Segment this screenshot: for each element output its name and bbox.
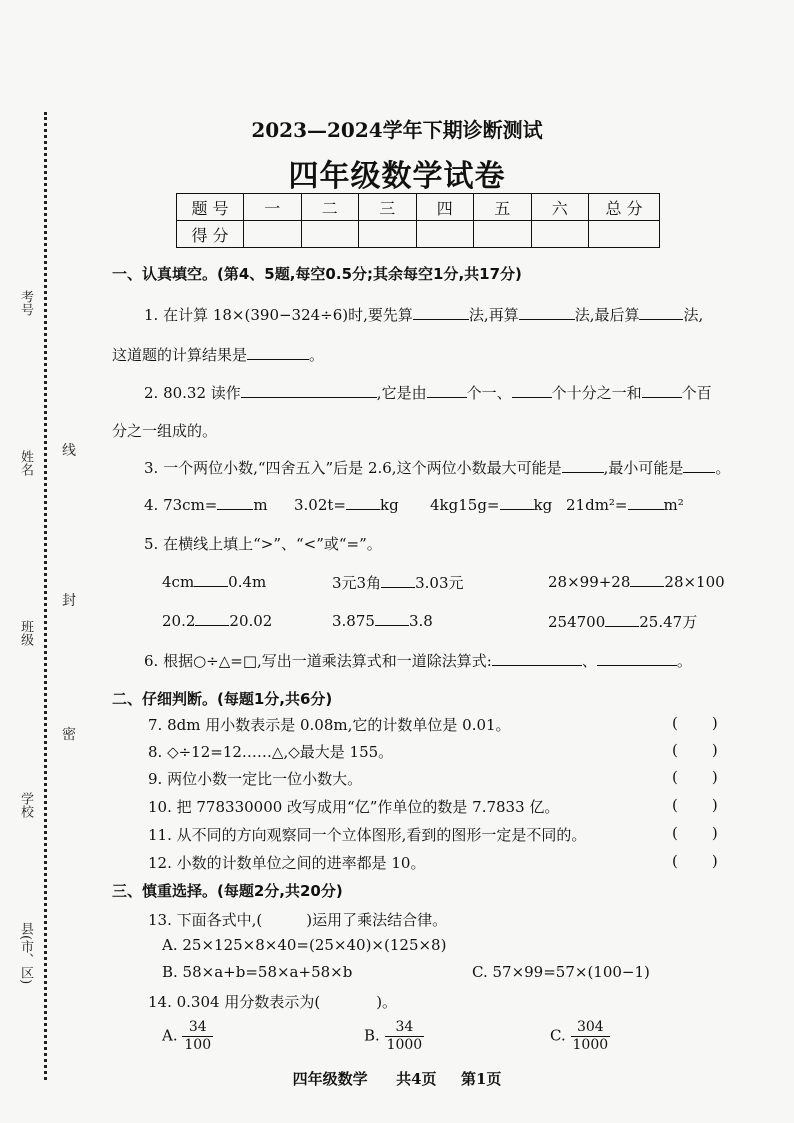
- answer-blank[interactable]: [597, 651, 677, 666]
- option-b: B. $\frac{34}{1000}$: [364, 1019, 423, 1053]
- compare-item: 28×99+28 28×100: [548, 573, 725, 591]
- judge-item: 12. 小数的计数单位之间的进率都是 10。: [148, 854, 426, 872]
- footer-total-pages: 共4页: [396, 1070, 437, 1088]
- question-4-part2: 3.02t= kg: [294, 496, 399, 514]
- question-4-part3: 4kg15g= kg: [430, 496, 553, 514]
- answer-parentheses[interactable]: ( ): [672, 714, 718, 732]
- answer-blank[interactable]: [562, 458, 604, 473]
- answer-blank[interactable]: [683, 458, 715, 473]
- question-1-line2: 这道题的计算结果是 。: [112, 346, 325, 364]
- answer-blank[interactable]: [241, 383, 377, 398]
- footer-page-number: 第1页: [460, 1070, 502, 1088]
- score-header-label: 题 号: [177, 194, 244, 221]
- option-c: C. $\frac{304}{1000}$: [550, 1019, 609, 1053]
- section2-heading: 二、仔细判断。(每题1分,共6分): [112, 690, 333, 708]
- answer-blank[interactable]: [247, 345, 309, 360]
- score-header-4: 四: [416, 194, 474, 221]
- judge-item: 10. 把 778330000 改写成用“亿”作单位的数是 7.7833 亿。: [148, 798, 560, 816]
- score-header-3: 三: [359, 194, 417, 221]
- score-row-label: 得 分: [177, 221, 244, 248]
- answer-blank[interactable]: [642, 383, 682, 398]
- section3-heading: 三、慎重选择。(每题2分,共20分): [112, 882, 343, 900]
- score-cell[interactable]: [416, 221, 474, 248]
- question-5: 5. 在横线上填上“>”、“<”或“=”。: [144, 535, 382, 553]
- question-14: 14. 0.304 用分数表示为( )。: [148, 993, 398, 1011]
- question-4-part4: 21dm²= m²: [566, 496, 684, 514]
- compare-item: 3.875 3.8: [332, 612, 433, 630]
- seal-char-xian: 线: [62, 443, 76, 459]
- score-header-5: 五: [474, 194, 532, 221]
- answer-blank[interactable]: [500, 495, 534, 510]
- field-label-id: 考号: [18, 290, 33, 316]
- question-2-line1: 2. 80.32 读作 ,它是由 个一、 个十分之一和 个百: [144, 384, 712, 402]
- compare-item: 254700 25.47万: [548, 613, 698, 631]
- section1-heading: 一、认真填空。(第4、5题,每空0.5分;其余每空1分,共17分): [112, 265, 522, 283]
- answer-blank[interactable]: [492, 651, 582, 666]
- compare-item: 20.2 20.02: [162, 612, 273, 630]
- option-b: B. 58×a+b=58×a+58×b: [162, 963, 353, 981]
- score-cell[interactable]: [244, 221, 302, 248]
- answer-blank[interactable]: [630, 572, 664, 587]
- binding-dotted-line: [44, 112, 47, 1080]
- question-2-line2: 分之一组成的。: [112, 422, 218, 440]
- score-header-1: 一: [244, 194, 302, 221]
- page-footer: [0, 1068, 794, 1089]
- answer-blank[interactable]: [346, 495, 380, 510]
- field-label-name: 姓名: [18, 450, 33, 476]
- answer-blank[interactable]: [639, 305, 683, 320]
- score-cell[interactable]: [589, 221, 660, 248]
- exam-subtitle: 2023—2024学年下期诊断测试: [251, 118, 543, 142]
- compare-item: 4cm 0.4m: [162, 573, 267, 591]
- answer-blank[interactable]: [427, 383, 467, 398]
- compare-item: 3元3角 3.03元: [332, 574, 464, 592]
- judge-item: 11. 从不同的方向观察同一个立体图形,看到的图形一定是不同的。: [148, 826, 587, 844]
- answer-blank[interactable]: [512, 383, 552, 398]
- answer-blank[interactable]: [194, 572, 228, 587]
- fraction: $\frac{304}{1000}$: [572, 1019, 609, 1053]
- question-1-line1: 1. 在计算 18×(390−324÷6)时,要先算 法,再算 法,最后算 法,: [144, 306, 704, 324]
- score-table: [176, 193, 660, 248]
- score-header-total: 总 分: [589, 194, 660, 221]
- question-6: 6. 根据○÷△=□,写出一道乘法算式和一道除法算式: 、 。: [144, 652, 692, 670]
- answer-blank[interactable]: [381, 573, 415, 588]
- field-label-county: 县(市、区): [18, 922, 33, 985]
- answer-parentheses[interactable]: ( ): [672, 852, 718, 870]
- score-cell[interactable]: [301, 221, 359, 248]
- answer-blank[interactable]: [217, 495, 253, 510]
- score-header-6: 六: [531, 194, 589, 221]
- judge-item: 7. 8dm 用小数表示是 0.08m,它的计数单位是 0.01。: [148, 716, 511, 734]
- answer-blank[interactable]: [413, 305, 469, 320]
- answer-blank[interactable]: [605, 612, 639, 627]
- answer-blank[interactable]: [628, 495, 664, 510]
- question-3: 3. 一个两位小数,“四舍五入”后是 2.6,这个两位小数最大可能是 ,最小可能是 。: [144, 459, 731, 477]
- field-label-school: 学校: [18, 792, 33, 818]
- exam-title: 四年级数学试卷: [288, 159, 506, 194]
- judge-item: 8. ◇÷12=12……△,◇最大是 155。: [148, 743, 394, 761]
- answer-parentheses[interactable]: ( ): [672, 796, 718, 814]
- answer-blank[interactable]: [519, 305, 575, 320]
- seal-char-mi: 密: [62, 727, 76, 743]
- score-cell[interactable]: [531, 221, 589, 248]
- fraction: $\frac{34}{1000}$: [386, 1019, 423, 1053]
- answer-parentheses[interactable]: ( ): [672, 824, 718, 842]
- answer-blank[interactable]: [375, 611, 409, 626]
- answer-parentheses[interactable]: ( ): [672, 768, 718, 786]
- score-cell[interactable]: [474, 221, 532, 248]
- answer-parentheses[interactable]: ( ): [672, 741, 718, 759]
- question-4-part1: 4. 73cm= m: [144, 496, 268, 514]
- footer-subject: 四年级数学: [292, 1070, 368, 1088]
- option-c: C. 57×99=57×(100−1): [472, 963, 650, 981]
- score-header-2: 二: [301, 194, 359, 221]
- seal-char-feng: 封: [62, 593, 76, 609]
- option-a: A. 25×125×8×40=(25×40)×(125×8): [162, 936, 447, 954]
- fraction: $\frac{34}{100}$: [184, 1019, 212, 1053]
- option-a: A. $\frac{34}{100}$: [162, 1019, 212, 1053]
- field-label-class: 班级: [18, 620, 33, 646]
- question-13: 13. 下面各式中,( )运用了乘法结合律。: [148, 911, 448, 929]
- answer-blank[interactable]: [195, 611, 229, 626]
- score-cell[interactable]: [359, 221, 417, 248]
- judge-item: 9. 两位小数一定比一位小数大。: [148, 770, 363, 788]
